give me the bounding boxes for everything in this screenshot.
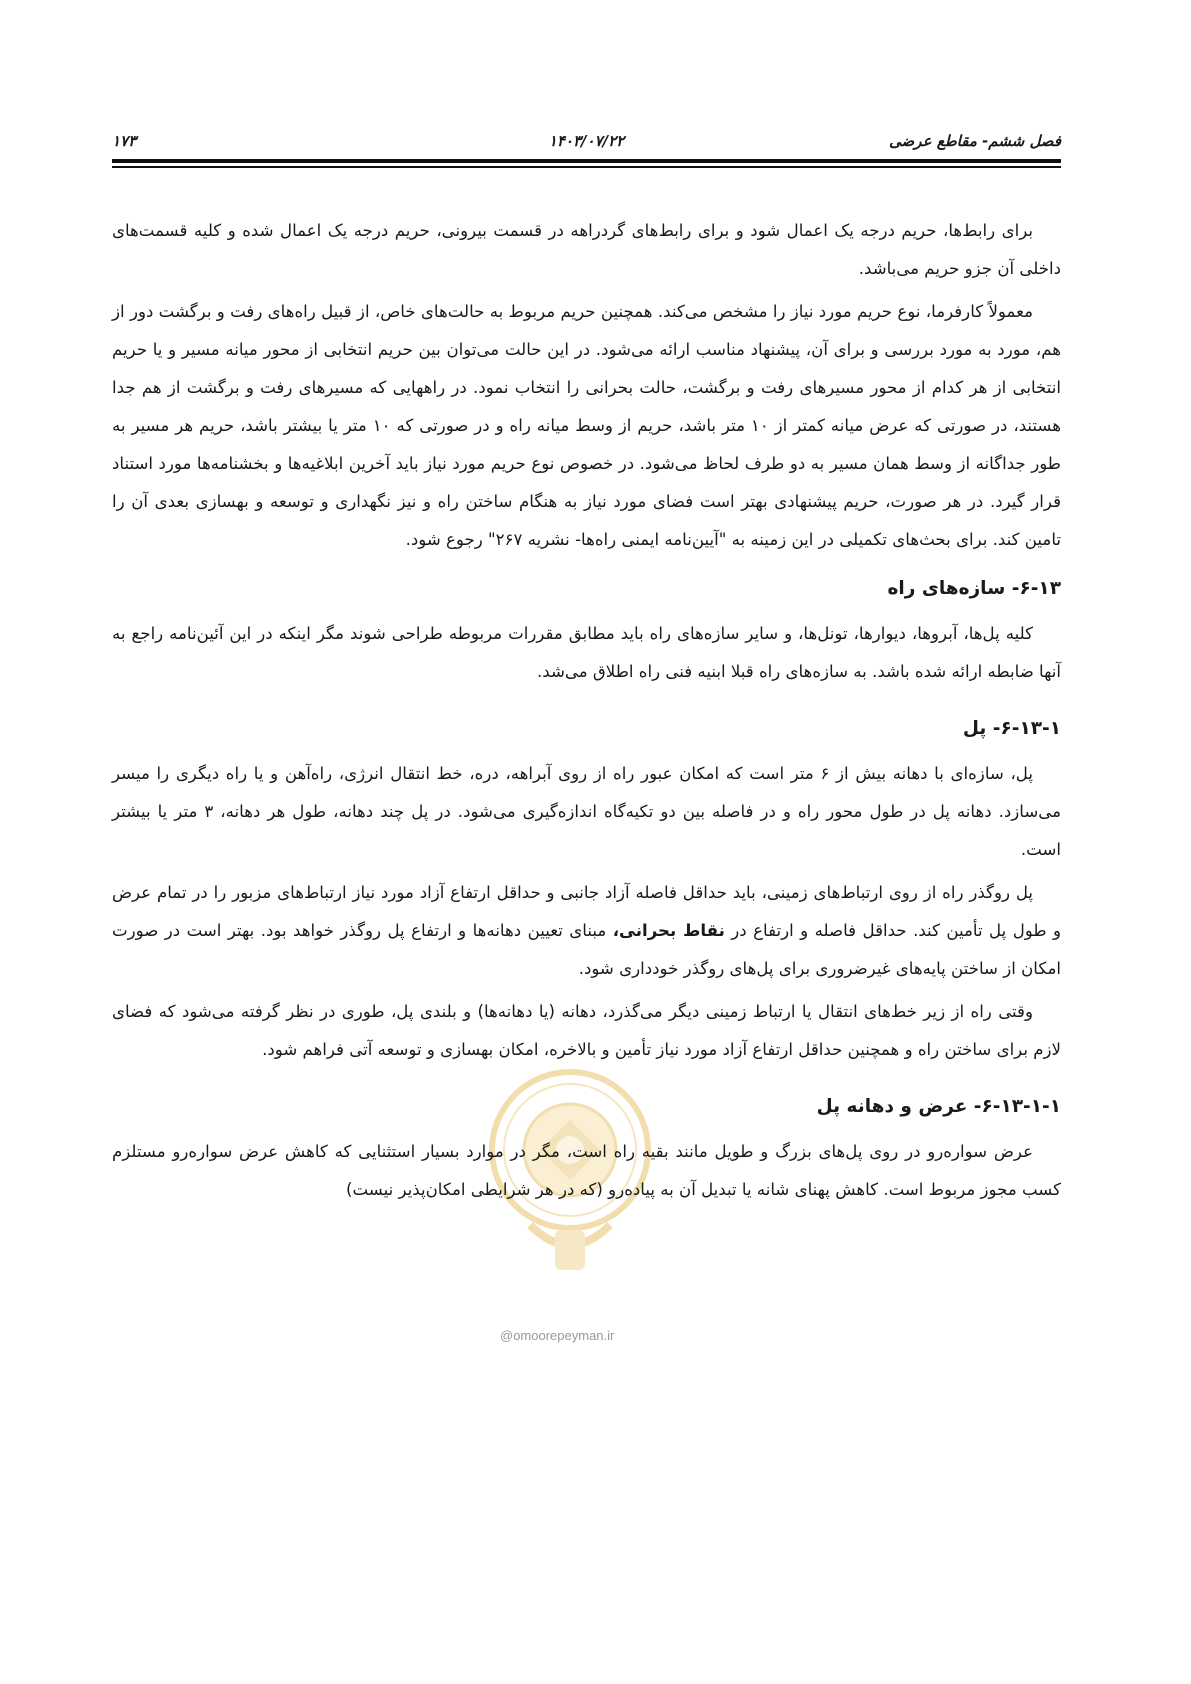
watermark-text: @omoorepeyman.ir <box>500 1328 615 1343</box>
chapter-title: فصل ششم- مقاطع عرضی <box>889 132 1061 150</box>
paragraph: برای رابط‌ها، حریم درجه یک اعمال شود و برای رابط‌های گردراهه در قسمت بیرونی، حریم درجه یک اعمال شده و کلیه قسمت‌های داخلی آن جزو حریم می‌باشد. <box>112 221 1061 278</box>
paragraph: وقتی راه از زیر خط‌های انتقال یا ارتباط زمینی دیگر می‌گذرد، دهانه (یا دهانه‌ها) و بلندی پل، طوری در نظر گرفته می‌شود که فضای لازم برای ساختن راه و همچنین حداقل ارتفاع آزاد مورد نیاز تأمین و بالاخره، امکان بهسازی و توسعه آتی فراهم شود. <box>112 1002 1061 1059</box>
paragraph <box>112 874 1061 988</box>
paragraph-text: پل روگذر راه از روی ارتباط‌های زمینی، باید حداقل فاصله آزاد جانبی و حداقل ارتفاع آزاد مورد نیاز ارتباط‌های مزبور را در تمام عرض و طول پل تأمین کند. حداقل فاصله و ارتفاع در <box>112 883 1061 940</box>
section-heading: ۶-۱۳-۱- پل <box>962 718 1061 739</box>
paragraph: کلیه پل‌ها، آبروها، دیوارها، تونل‌ها، و سایر سازه‌های راه باید مطابق مقررات مربوطه طراحی شوند مگر اینکه در این آئین‌نامه راجع به آنها ضابطه ارائه شده باشد. به سازه‌های راه قبلا ابنیه فنی راه اطلاق می‌شد. <box>112 624 1061 681</box>
header-rule-thin <box>112 166 1061 168</box>
header-date: ۱۴۰۳/۰۷/۲۲ <box>548 132 625 150</box>
bold-term: نقاط بحرانی، <box>612 921 725 940</box>
section-heading: ۶-۱۳-۱-۱- عرض و دهانه پل <box>816 1096 1061 1117</box>
paragraph: پل، سازه‌ای با دهانه بیش از ۶ متر است که امکان عبور راه از روی آبراهه، دره، خط انتقال انرژی، راه‌آهن و یا راه دیگری را میسر می‌سازد. دهانه پل در طول محور راه و در فاصله بین دو تکیه‌گاه اندازه‌گیری می‌شود. در پل چند دهانه، طول هر دهانه، ۳ متر یا بیشتر است. <box>112 764 1061 859</box>
paragraph-text: مبنای تعیین دهانه‌ها و ارتفاع پل روگذر خواهد بود. بهتر است در صورت امکان از ساختن پایه‌های غیرضروری برای پل‌های روگذر خودداری شود. <box>112 921 1061 978</box>
document-body <box>112 212 1061 1214</box>
section-heading: ۶-۱۳- سازه‌های راه <box>887 578 1061 599</box>
page-number: ۱۷۳ <box>112 132 137 150</box>
paragraph: عرض سواره‌رو در روی پل‌های بزرگ و طویل مانند بقیه راه است، مگر در موارد بسیار استثنایی که کاهش عرض سواره‌رو مستلزم کسب مجوز مربوط است. کاهش پهنای شانه یا تبدیل آن به پیاده‌رو (که در هر شرایطی امکان‌پذیر نیست) <box>112 1142 1061 1199</box>
header-rule-thick <box>112 159 1061 163</box>
paragraph: معمولاً کارفرما، نوع حریم مورد نیاز را مشخص می‌کند. همچنین حریم مربوط به حالت‌های خاص، از قبیل راه‌های رفت و برگشت دور از هم، مورد به مورد بررسی و برای آن، پیشنهاد مناسب ارائه می‌شود. در این حالت می‌توان بین حریم انتخابی از محور میانه مسیر و یا حریم انتخابی از هر کدام از محور مسیرهای رفت و برگشت، حالت بحرانی را انتخاب نمود. در راههایی که مسیرهای رفت و برگشت از هم جدا هستند، در صورتی که عرض میانه کمتر از ۱۰ متر باشد، حریم از وسط میانه راه و در صورتی که ۱۰ متر یا بیشتر باشد، حریم هر مسیر به طور جداگانه از وسط همان مسیر به دو طرف لحاظ می‌شود. در خصوص نوع حریم مورد نیاز باید آخرین ابلاغیه‌ها و بخشنامه‌ها مورد استناد قرار گیرد. در هر صورت، حریم پیشنهادی بهتر است فضای مورد نیاز به هنگام ساختن راه و نیز نگهداری و توسعه و بهسازی بعدی آن را تامین کند. برای بحث‌های تکمیلی در این زمینه به "آیین‌نامه ایمنی راه‌ها- نشریه ۲۶۷" رجوع شود. <box>112 302 1061 549</box>
page-header <box>112 124 1061 154</box>
